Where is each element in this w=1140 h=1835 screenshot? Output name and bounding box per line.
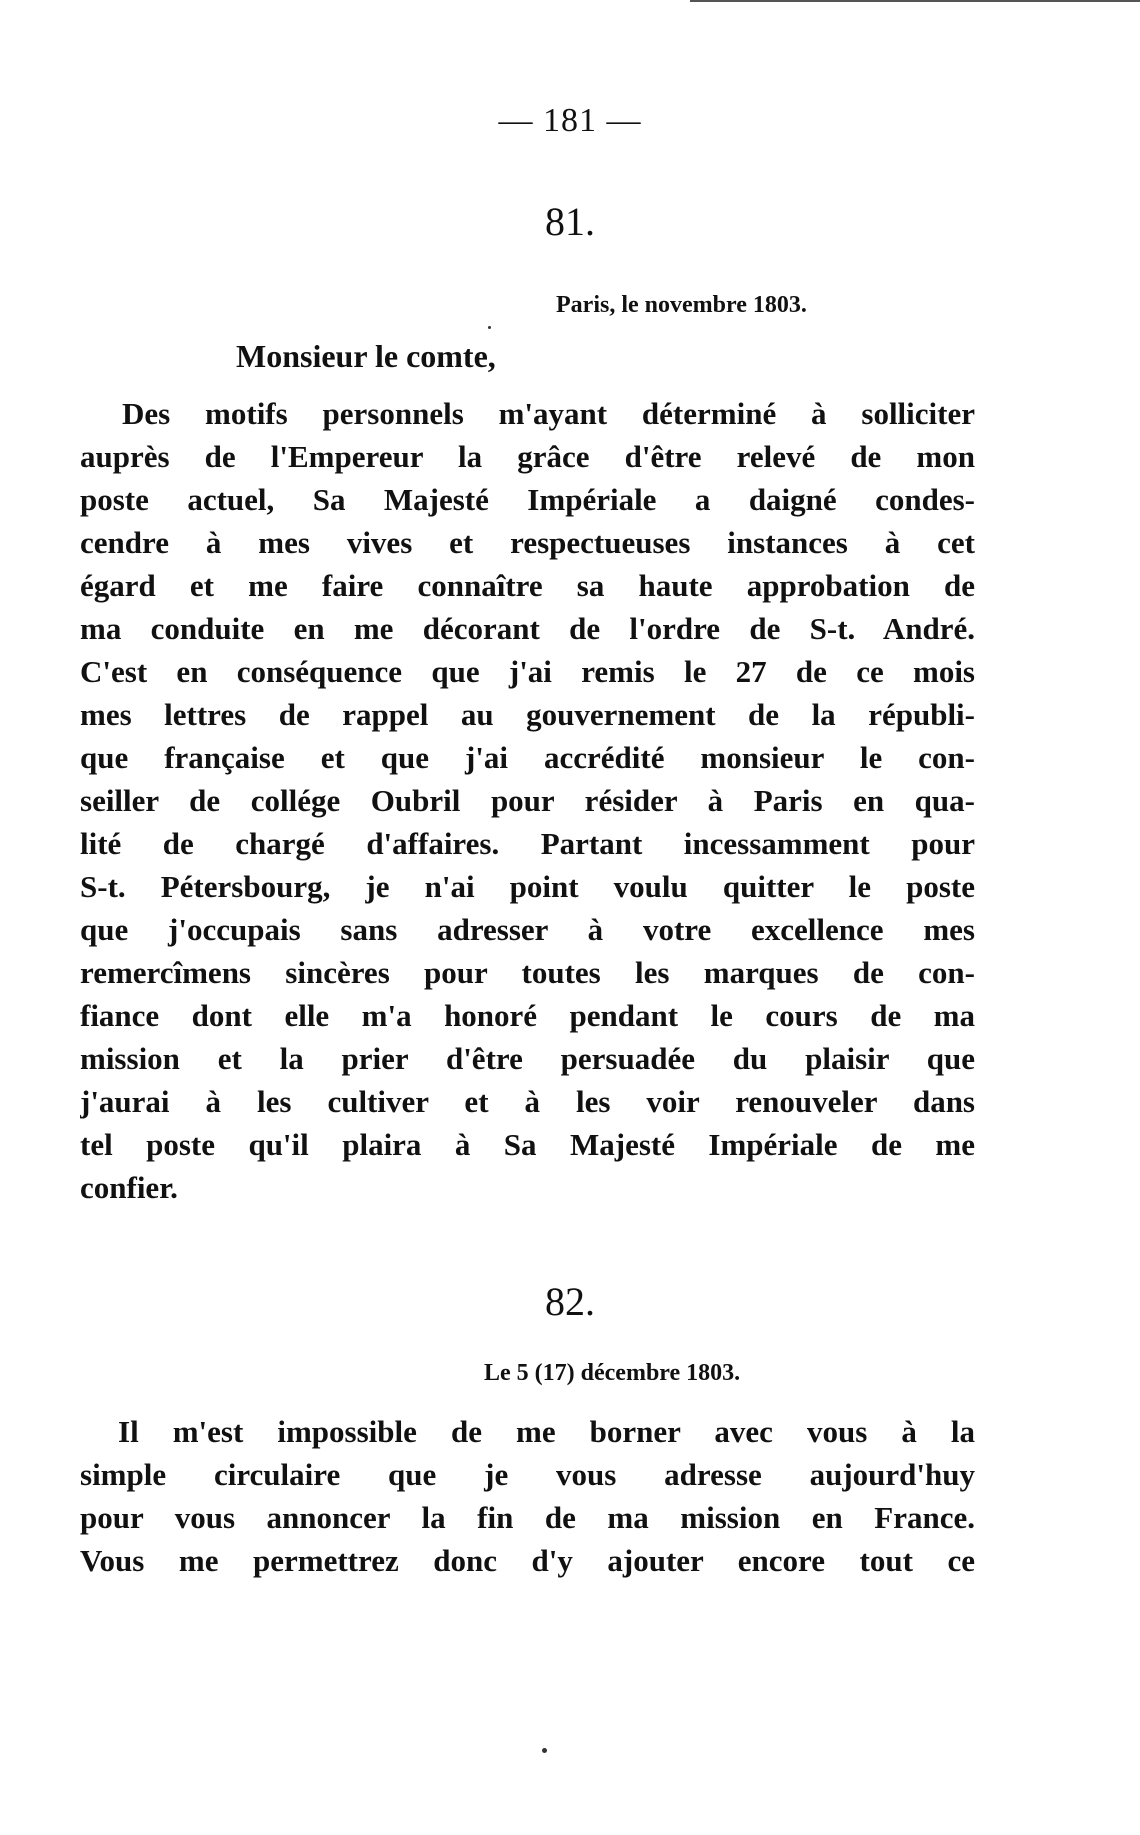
text-line: simple circulaire que je vous adresse aujourd'huy [80,1457,975,1492]
text-line: ma conduite en me décorant de l'ordre de S-t. André. [80,611,975,646]
text-line: poste actuel, Sa Majesté Impériale a daigné condes- [80,482,975,517]
text-line: Il m'est impossible de me borner avec vous à la [118,1414,975,1449]
text-line: Vous me permettrez donc d'y ajouter encore tout ce [80,1543,975,1578]
page-number: — 181 — [498,102,642,139]
text-line: que française et que j'ai accrédité monsieur le con- [80,740,975,775]
text-line: mes lettres de rappel au gouvernement de la républi- [80,697,975,732]
text-line: remercîmens sincères pour toutes les marques de con- [80,955,975,990]
text-line: confier. [80,1170,178,1205]
letter-81-salutation: Monsieur le comte, [236,338,496,374]
top-rule [690,0,1140,2]
text-line: que j'occupais sans adresser à votre excellence mes [80,912,975,947]
letter-81-dateline: Paris, le novembre 1803. [556,292,807,318]
ink-speck [488,326,491,329]
text-line: S-t. Pétersbourg, je n'ai point voulu quitter le poste [80,869,975,904]
text-line: Des motifs personnels m'ayant déterminé à solliciter [122,396,975,431]
text-line: j'aurai à les cultiver et à les voir renouveler dans [80,1084,975,1119]
text-line: lité de chargé d'affaires. Partant incessamment pour [80,826,975,861]
text-line: mission et la prier d'être persuadée du plaisir que [80,1041,975,1076]
text-line: tel poste qu'il plaira à Sa Majesté Impériale de me [80,1127,975,1162]
text-line: C'est en conséquence que j'ai remis le 27 de ce mois [80,654,975,689]
ink-speck [542,1748,547,1753]
letter-82-body [80,1410,975,1582]
text-line: cendre à mes vives et respectueuses instances à cet [80,525,975,560]
text-line: pour vous annoncer la fin de ma mission en France. [80,1500,975,1535]
text-line: auprès de l'Empereur la grâce d'être relevé de mon [80,439,975,474]
letter-81-number: 81. [545,199,595,244]
text-line: seiller de collége Oubril pour résider à Paris en qua- [80,783,975,818]
letter-81-body [80,392,975,1209]
text-line: fiance dont elle m'a honoré pendant le cours de ma [80,998,975,1033]
text-line: égard et me faire connaître sa haute approbation de [80,568,975,603]
letter-82-number: 82. [545,1279,595,1324]
letter-82-dateline: Le 5 (17) décembre 1803. [484,1360,741,1386]
